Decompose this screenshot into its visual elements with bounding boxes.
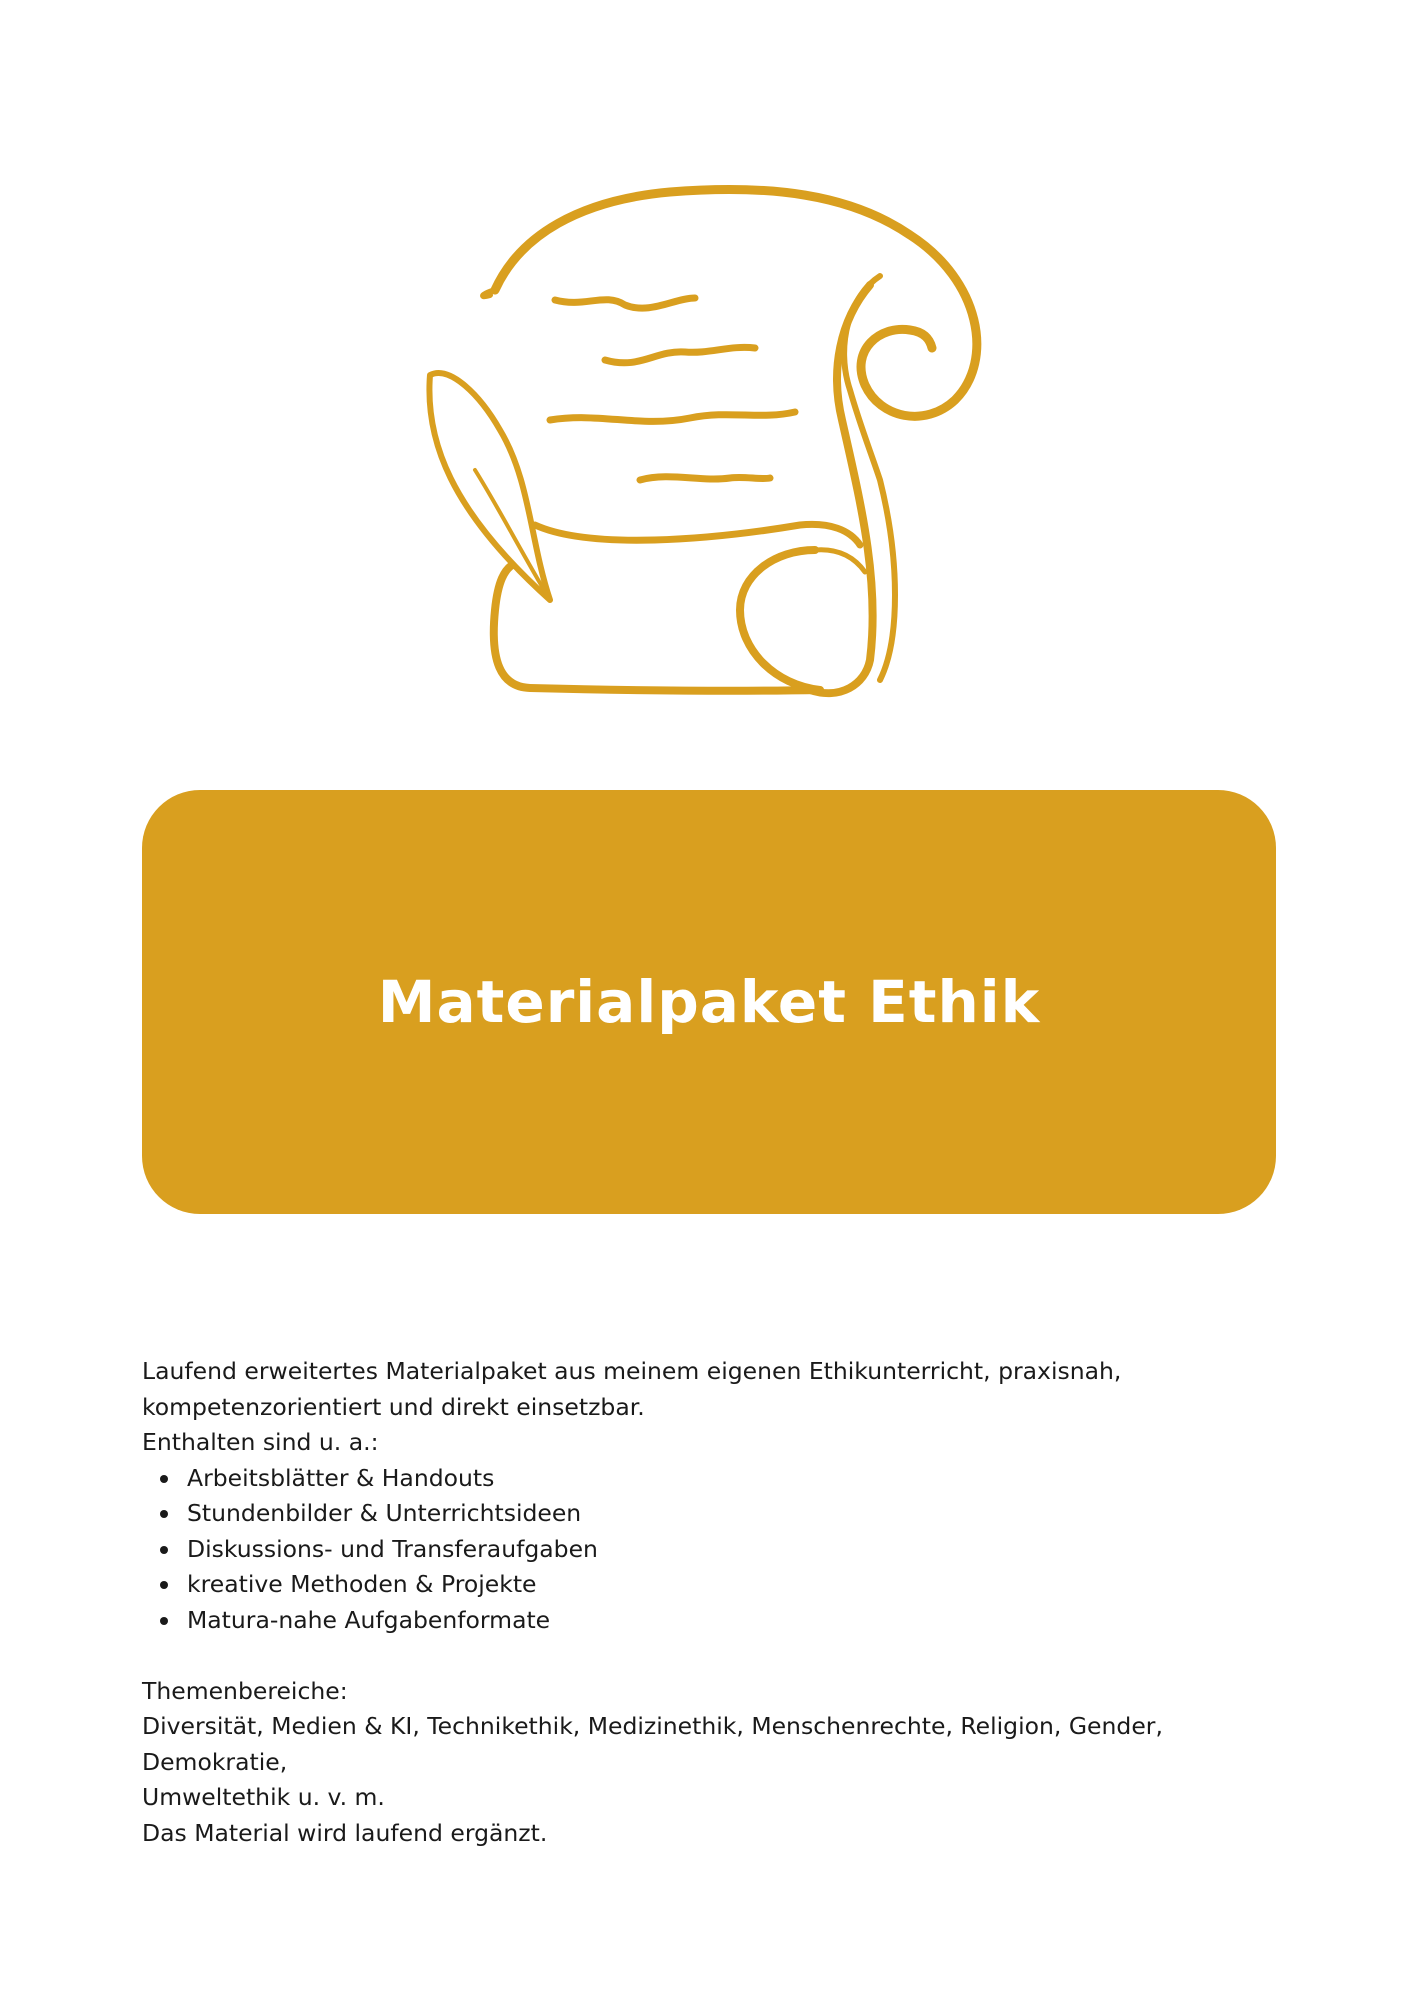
- intro-line: kompetenzorientiert und direkt einsetzbar.: [142, 1392, 645, 1421]
- topics-line: Diversität, Medien & KI, Technikethik, Medizinethik, Menschenrechte, Religion, Gender, Demokratie,: [142, 1712, 1163, 1776]
- page-title: Materialpaket Ethik: [377, 968, 1041, 1036]
- topics-line: Umweltethik u. v. m.: [142, 1783, 385, 1811]
- intro-line: Enthalten sind u. a.:: [142, 1428, 379, 1456]
- scroll-and-quill-icon: [410, 180, 1010, 720]
- spacer: [142, 1638, 1282, 1674]
- intro-line: Laufend erweitertes Materialpaket aus meinem eigenen Ethikunterricht, praxisnah,: [142, 1357, 1122, 1385]
- contents-list: [142, 1461, 1282, 1639]
- footer-note: Das Material wird laufend ergänzt.: [142, 1818, 548, 1847]
- list-item: Stundenbilder & Unterrichtsideen: [187, 1496, 1282, 1532]
- list-item: kreative Methoden & Projekte: [187, 1567, 1282, 1603]
- list-item: Diskussions- und Transferaufgaben: [187, 1532, 1282, 1568]
- topics-heading: Themenbereiche:: [142, 1676, 348, 1705]
- title-banner: [142, 790, 1276, 1214]
- list-item: Matura-nahe Aufgabenformate: [187, 1603, 1282, 1639]
- description-block: [142, 1354, 1282, 1851]
- list-item: Arbeitsblätter & Handouts: [187, 1461, 1282, 1497]
